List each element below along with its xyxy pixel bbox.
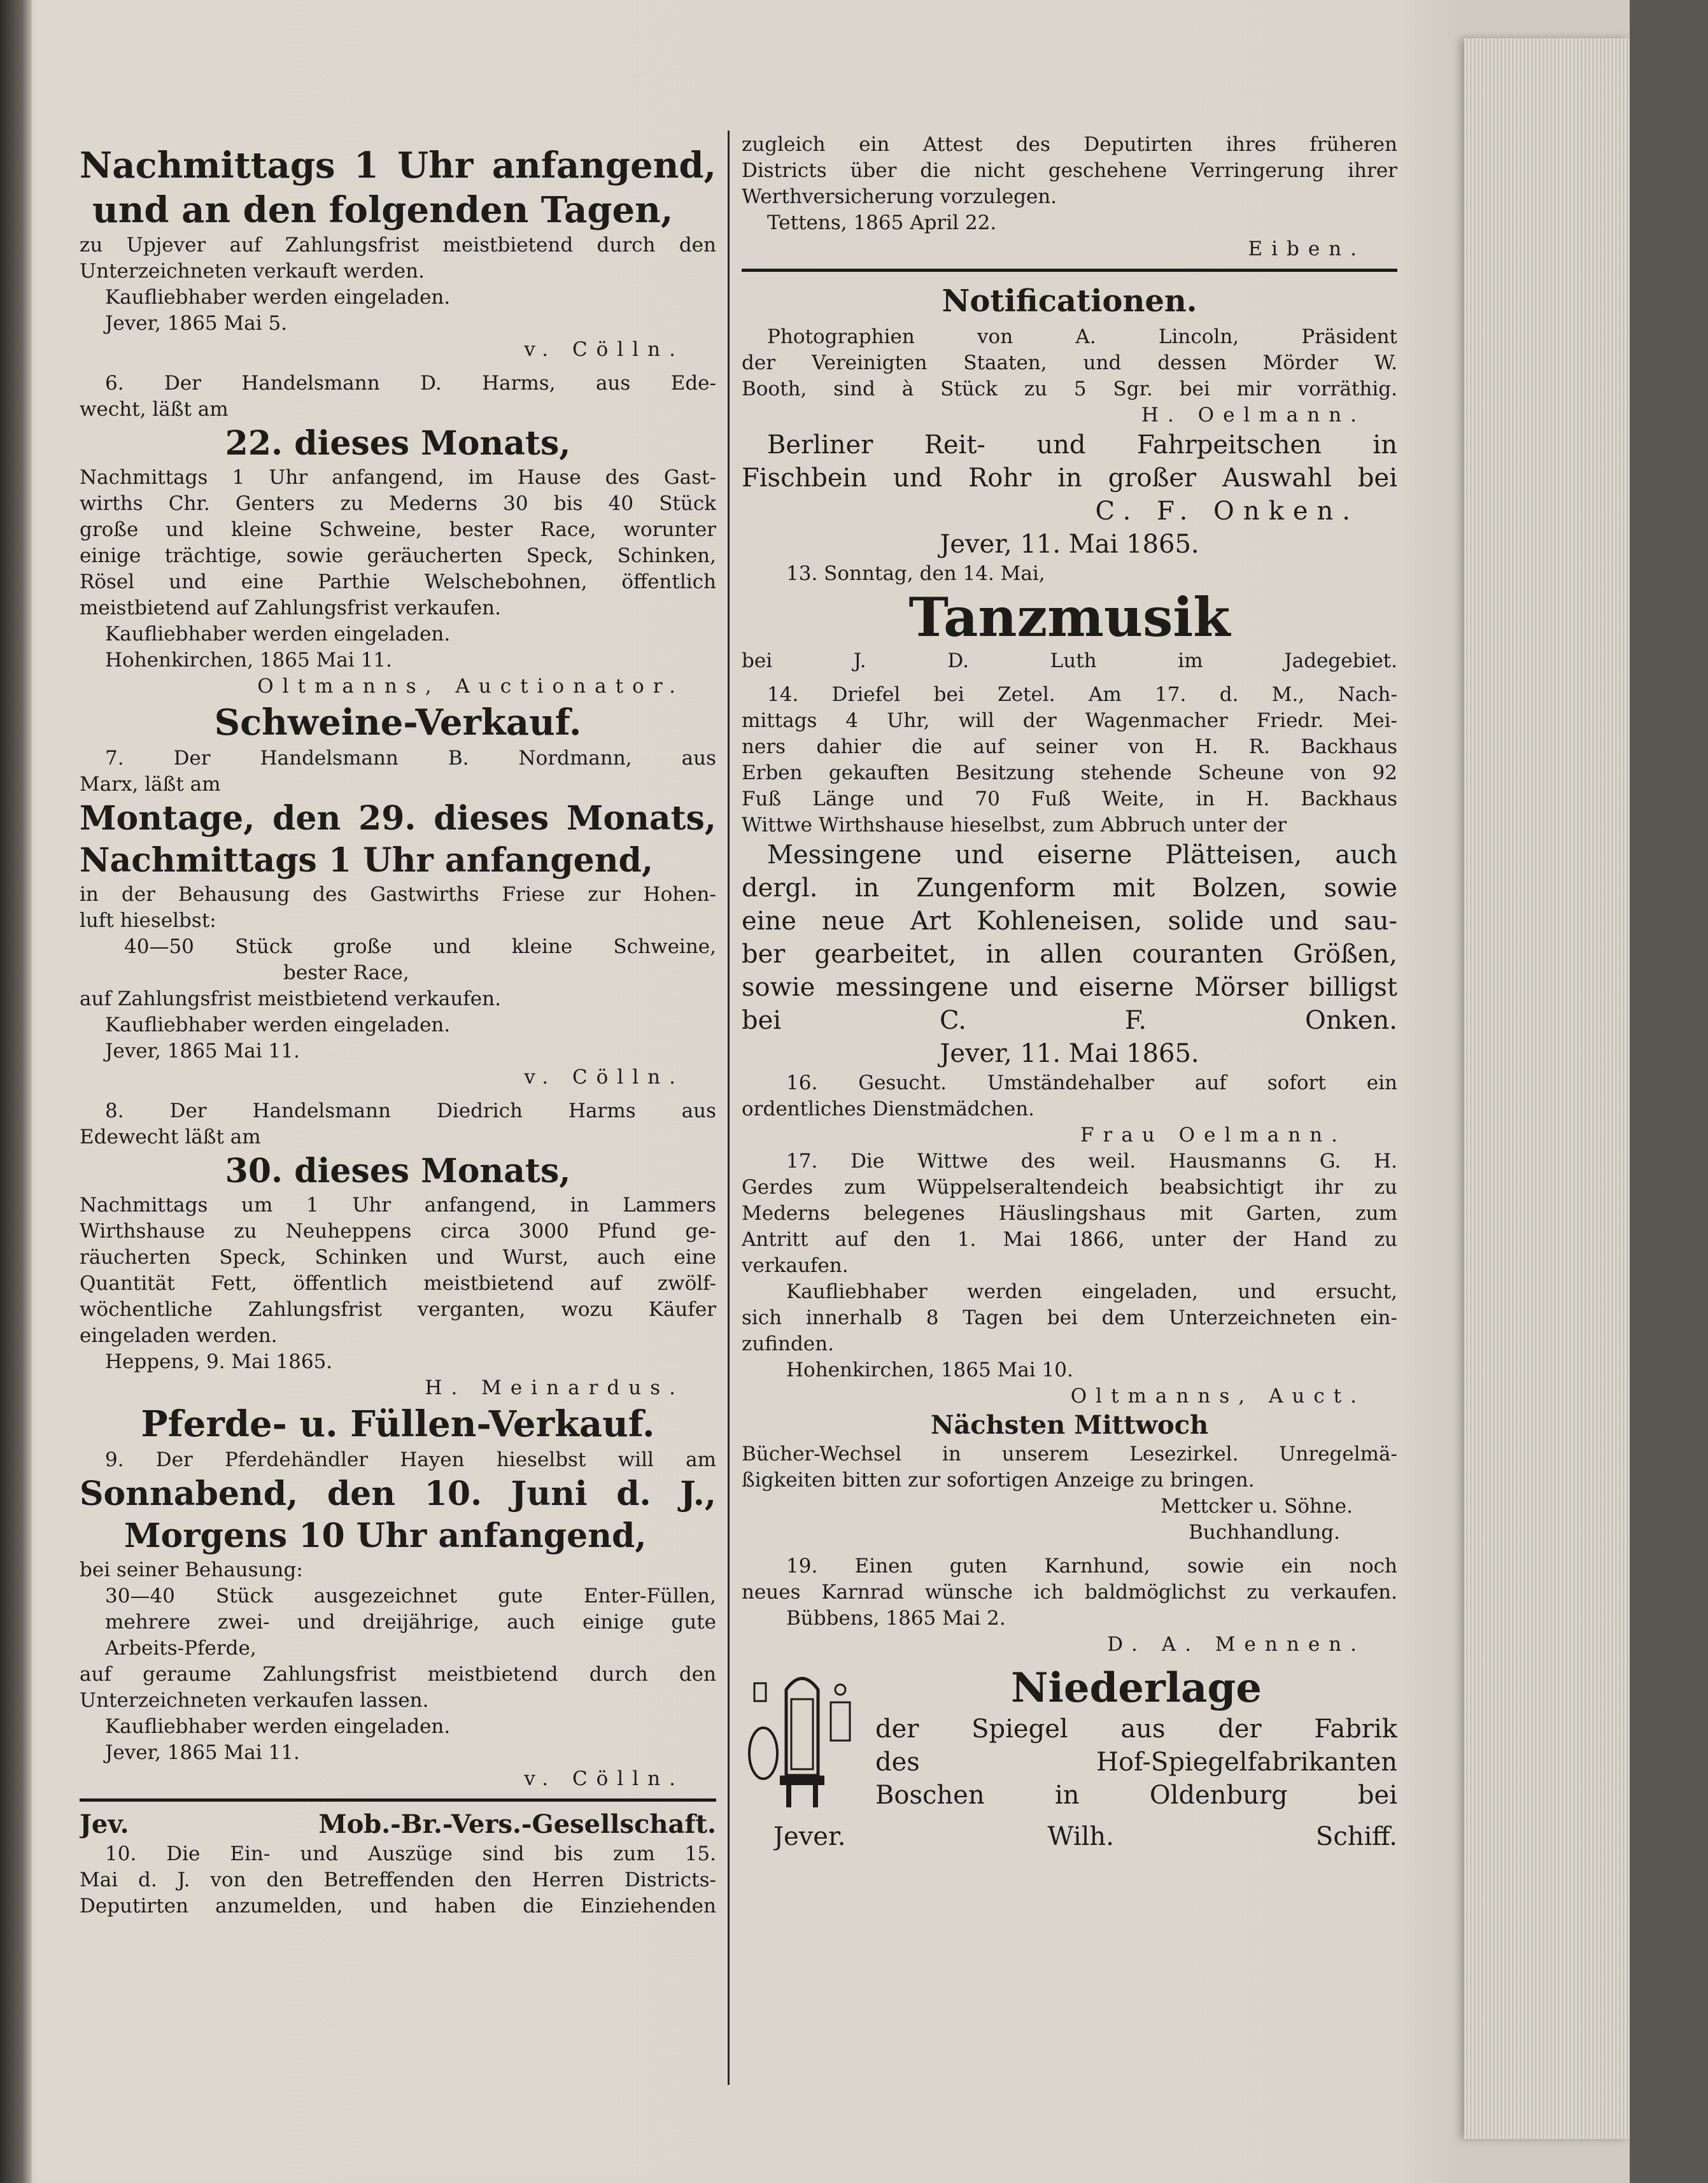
- text-line: Bücher-Wechsel in unserem Lesezirkel. Unregelmä-: [742, 1443, 1397, 1466]
- text-line: zugleich ein Attest des Deputirten ihres früheren: [742, 133, 1397, 156]
- heading-line: und an den folgenden Tagen,: [92, 189, 674, 231]
- heading-line: Nachmittags 1 Uhr anfangend,: [80, 145, 716, 187]
- text-line: mittags 4 Uhr, will der Wagenmacher Friedr. Mei-: [742, 709, 1397, 732]
- text-line: Jever, 1865 Mai 5.: [105, 312, 288, 335]
- text-line: dergl. in Zungenform mit Bolzen, sowie: [742, 873, 1397, 903]
- signature: Oltmanns, Auctionator.: [257, 675, 684, 698]
- text-line: Edewecht läßt am: [80, 1126, 261, 1148]
- text-line: Rösel und eine Parthie Welschebohnen, öffentlich: [80, 570, 716, 593]
- signature: H. Meinardus.: [425, 1376, 684, 1399]
- right-column: [742, 132, 1397, 1855]
- text-line: bei J. D. Luth im Jadegebiet.: [742, 649, 1397, 672]
- date-heading: Morgens 10 Uhr anfangend,: [124, 1516, 647, 1555]
- text-line: Districts über die nicht geschehene Verringerung ihrer: [742, 159, 1397, 182]
- left-column: [80, 143, 716, 1919]
- text-line: 30—40 Stück ausgezeichnet gute Enter-Füllen,: [105, 1585, 716, 1607]
- mirror-illustration: [742, 1664, 856, 1811]
- signature: D. A. Mennen.: [1107, 1633, 1366, 1656]
- book-cover: [1630, 0, 1708, 2183]
- text-line: 7. Der Handelsmann B. Nordmann, aus: [105, 747, 716, 770]
- text-line: sich innerhalb 8 Tagen bei dem Unterzeichneten ein-: [742, 1306, 1397, 1329]
- signature: v. Cölln.: [524, 1767, 684, 1790]
- text-line: Berliner Reit- und Fahrpeitschen in: [767, 430, 1397, 460]
- text-line: auf geraume Zahlungsfrist meistbietend durch den: [80, 1663, 716, 1686]
- text-line: wecht, läßt am: [80, 398, 229, 421]
- advertisement-box: [742, 1664, 1397, 1855]
- text-line: Bübbens, 1865 Mai 2.: [786, 1607, 1006, 1630]
- signature: Eiben.: [1248, 237, 1366, 260]
- date-heading: Sonnabend, den 10. Juni d. J.,: [80, 1474, 716, 1513]
- text-line: Unterzeichneten verkaufen lassen.: [80, 1689, 429, 1712]
- text-line: 14. Driefel bei Zetel. Am 17. d. M., Nach-: [767, 683, 1397, 706]
- text-line: 8. Der Handelsmann Diedrich Harms aus: [105, 1099, 716, 1122]
- ad-line: des Hof-Spiegelfabrikanten: [875, 1748, 1397, 1777]
- text-line: eingeladen werden.: [80, 1324, 278, 1347]
- text-line: 9. Der Pferdehändler Hayen hieselbst will am: [105, 1448, 716, 1471]
- ad-line: Jever. Wilh. Schiff.: [773, 1822, 1397, 1851]
- text-line: Nachmittags 1 Uhr anfangend, im Hause des Gast-: [80, 466, 716, 489]
- text-line: der Vereinigten Staaten, und dessen Mörder W.: [742, 351, 1397, 374]
- text-line: Marx, läßt am: [80, 773, 221, 796]
- horizontal-rule: [742, 269, 1397, 272]
- section-heading: Nächsten Mittwoch: [930, 1410, 1209, 1440]
- text-line: 17. Die Wittwe des weil. Hausmanns G. H.: [786, 1150, 1397, 1173]
- text-line: einige trächtige, sowie geräucherten Speck, Schinken,: [80, 544, 716, 567]
- text-line: Erben gekauften Besitzung stehende Scheune von 92: [742, 761, 1397, 784]
- ad-heading: Niederlage: [1011, 1664, 1262, 1712]
- text-line: Gerdes zum Wüppelseraltendeich beabsichtigt ihr zu: [742, 1176, 1397, 1199]
- text-line: Mai d. J. von den Betreffenden den Herren Districts-: [80, 1869, 716, 1891]
- signature: Frau Oelmann.: [1080, 1124, 1346, 1147]
- text-line: mehrere zwei- und dreijährige, auch einige gute: [105, 1611, 716, 1634]
- section-heading: Tanzmusik: [908, 587, 1231, 648]
- section-heading: Schweine-Verkauf.: [214, 702, 582, 744]
- text-line: wöchentliche Zahlungsfrist verganten, wozu Käufer: [80, 1298, 716, 1321]
- text-line: Nachmittags um 1 Uhr anfangend, in Lammers: [80, 1194, 716, 1217]
- text-line: Wirthshause zu Neuheppens circa 3000 Pfund ge-: [80, 1220, 716, 1243]
- text-line: Deputirten anzumelden, und haben die Einziehenden: [80, 1895, 716, 1918]
- text-line: bester Race,: [283, 961, 409, 984]
- signature: C. F. Onken.: [1095, 497, 1359, 526]
- text-line: Unterzeichneten verkauft werden.: [80, 260, 425, 283]
- page-edges: [1464, 38, 1630, 2139]
- text-line: sowie messingene und eiserne Mörser billigst: [742, 973, 1397, 1002]
- newspaper-page: [25, 60, 1467, 2161]
- date-heading: Montage, den 29. dieses Monats,: [80, 799, 716, 838]
- text-line: Wittwe Wirthshause hieselbst, zum Abbruch unter der: [742, 814, 1287, 837]
- text-line: bei seiner Behausung:: [80, 1558, 303, 1581]
- text-line: räucherten Speck, Schinken und Wurst, auch eine: [80, 1246, 716, 1269]
- signature: Mettcker u. Söhne.: [1161, 1495, 1353, 1518]
- text-line: ßigkeiten bitten zur sofortigen Anzeige zu bringen.: [742, 1469, 1255, 1492]
- signature: Oltmanns, Auct.: [1070, 1385, 1366, 1408]
- date-heading: 30. dieses Monats,: [225, 1152, 571, 1190]
- text-line: Quantität Fett, öffentlich meistbietend auf zwölf-: [80, 1272, 716, 1295]
- text-line: Kaufliebhaber werden eingeladen.: [105, 286, 451, 309]
- text-line: Jever, 1865 Mai 11.: [105, 1040, 300, 1063]
- text-line: 40—50 Stück große und kleine Schweine,: [124, 935, 716, 958]
- text-line: ber gearbeitet, in allen couranten Größen,: [742, 940, 1397, 969]
- text-line: verkaufen.: [742, 1254, 849, 1277]
- text-line: 10. Die Ein- und Auszüge sind bis zum 15.: [105, 1842, 716, 1865]
- date-line: Jever, 11. Mai 1865.: [940, 1039, 1199, 1068]
- text-line: Tettens, 1865 April 22.: [767, 211, 997, 234]
- text-line: große und kleine Schweine, bester Race, worunter: [80, 518, 716, 541]
- text-line: eine neue Art Kohleneisen, solide und sau-: [742, 907, 1397, 936]
- ad-line: Boschen in Oldenburg bei: [875, 1781, 1397, 1810]
- text-line: Jever, 1865 Mai 11.: [105, 1741, 300, 1764]
- ad-line: der Spiegel aus der Fabrik: [875, 1714, 1397, 1744]
- text-line: auf Zahlungsfrist meistbietend verkaufen.: [80, 987, 501, 1010]
- text-line: Photographien von A. Lincoln, Präsident: [767, 325, 1397, 348]
- text-line: Kaufliebhaber werden eingeladen, und ersucht,: [786, 1280, 1397, 1303]
- text-line: Werthversicherung vorzulegen.: [742, 185, 1057, 208]
- text-line: Fischbein und Rohr in großer Auswahl bei: [742, 463, 1397, 493]
- section-heading: Notificationen.: [942, 283, 1197, 319]
- text-line: Fuß Länge und 70 Fuß Weite, in H. Backhaus: [742, 788, 1397, 810]
- text-line: Kaufliebhaber werden eingeladen.: [105, 1715, 451, 1738]
- text-line: Hohenkirchen, 1865 Mai 11.: [105, 649, 392, 672]
- column-divider: [728, 131, 730, 2085]
- text-line: Kaufliebhaber werden eingeladen.: [105, 623, 451, 646]
- date-heading: 22. dieses Monats,: [225, 424, 571, 463]
- date-heading: Nachmittags 1 Uhr anfangend,: [80, 841, 653, 880]
- section-heading: Pferde- u. Füllen-Verkauf.: [141, 1403, 655, 1445]
- text-line: 6. Der Handelsmann D. Harms, aus Ede-: [105, 372, 716, 395]
- text-line: 16. Gesucht. Umständehalber auf sofort ein: [786, 1071, 1397, 1094]
- text-line: Arbeits-Pferde,: [105, 1637, 257, 1660]
- text-line: Antritt auf den 1. Mai 1866, unter der Hand zu: [742, 1228, 1397, 1251]
- text-line: Heppens, 9. Mai 1865.: [105, 1350, 333, 1373]
- text-line: Kaufliebhaber werden eingeladen.: [105, 1014, 451, 1036]
- text-line: 19. Einen guten Karnhund, sowie ein noch: [786, 1555, 1397, 1578]
- text-line: in der Behausung des Gastwirths Friese zur Hohen-: [80, 883, 716, 906]
- signature: v. Cölln.: [524, 1066, 684, 1089]
- text-line: Messingene und eiserne Plätteisen, auch: [767, 840, 1397, 870]
- text-line: wirths Chr. Genters zu Mederns 30 bis 40 Stück: [80, 492, 716, 515]
- text-line: Hohenkirchen, 1865 Mai 10.: [786, 1359, 1073, 1381]
- text-line: zufinden.: [742, 1332, 834, 1355]
- text-line: bei C. F. Onken.: [742, 1006, 1397, 1035]
- signature: H. Oelmann.: [1141, 404, 1366, 427]
- horizontal-rule: [80, 1798, 716, 1802]
- text-line: Mederns belegenes Häuslingshaus mit Garten, zum: [742, 1202, 1397, 1225]
- text-line: zu Upjever auf Zahlungsfrist meistbietend durch den: [80, 234, 716, 257]
- text-line: meistbietend auf Zahlungsfrist verkaufen.: [80, 597, 501, 619]
- section-heading: Jev. Mob.-Br.-Vers.-Gesellschaft.: [80, 1809, 716, 1839]
- text-line: luft hieselbst:: [80, 909, 216, 932]
- signature: v. Cölln.: [524, 338, 684, 361]
- date-line: Jever, 11. Mai 1865.: [940, 530, 1199, 559]
- text-line: Booth, sind à Stück zu 5 Sgr. bei mir vorräthig.: [742, 378, 1397, 400]
- text-line: ners dahier die auf seiner von H. R. Backhaus: [742, 735, 1397, 758]
- text-line: 13. Sonntag, den 14. Mai,: [786, 562, 1045, 585]
- signature: Buchhandlung.: [1189, 1521, 1340, 1544]
- text-line: neues Karnrad wünsche ich baldmöglichst zu verkaufen.: [742, 1581, 1397, 1604]
- text-line: ordentliches Dienstmädchen.: [742, 1098, 1035, 1120]
